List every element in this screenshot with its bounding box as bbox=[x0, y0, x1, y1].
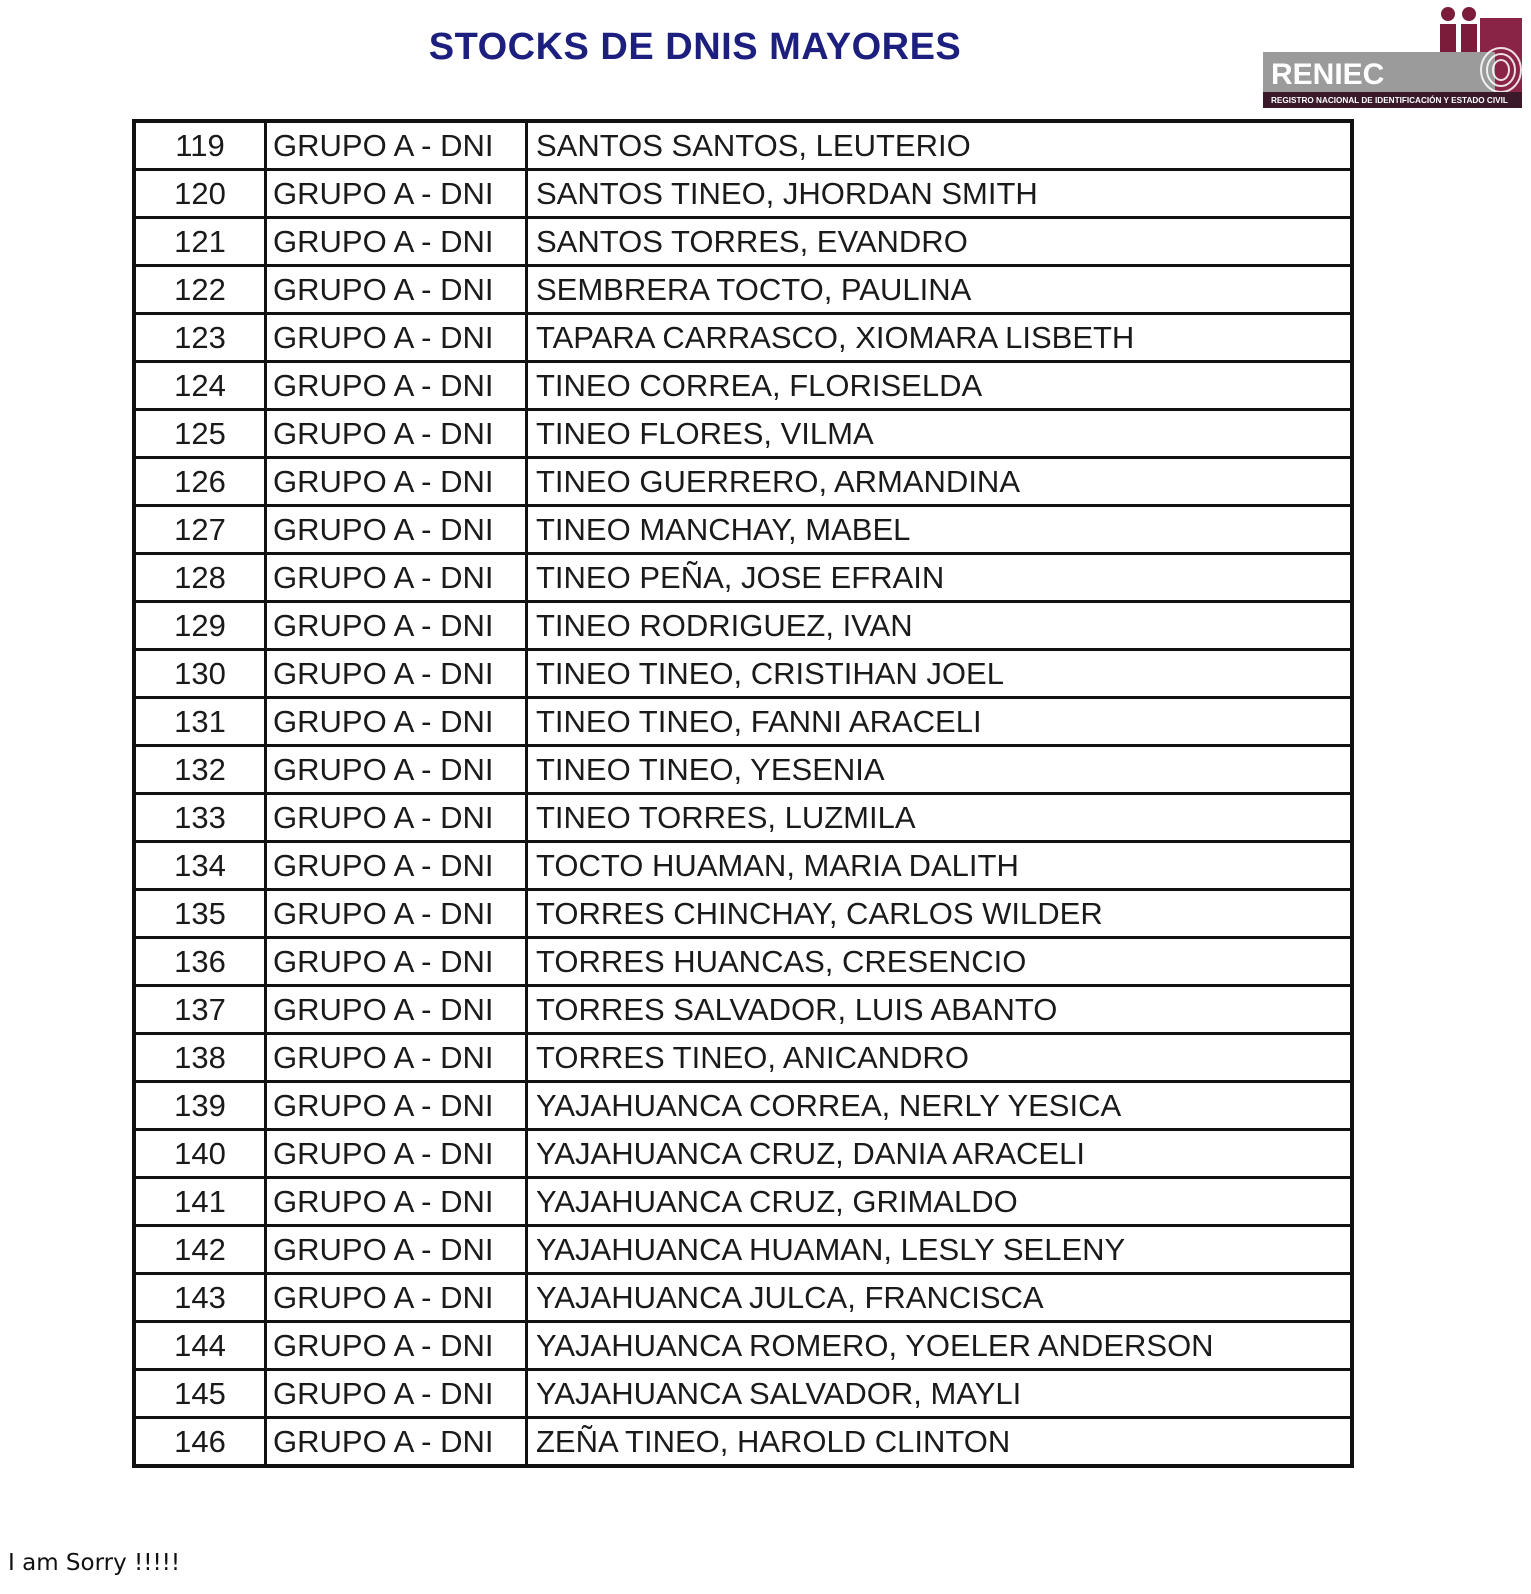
row-group: GRUPO A - DNI bbox=[266, 121, 527, 170]
row-group: GRUPO A - DNI bbox=[266, 218, 527, 266]
row-group: GRUPO A - DNI bbox=[266, 698, 527, 746]
row-group: GRUPO A - DNI bbox=[266, 938, 527, 986]
row-number: 140 bbox=[134, 1130, 266, 1178]
row-name: SANTOS SANTOS, LEUTERIO bbox=[527, 121, 1353, 170]
row-name: YAJAHUANCA SALVADOR, MAYLI bbox=[527, 1370, 1353, 1418]
table-row bbox=[134, 698, 1352, 746]
row-number: 119 bbox=[134, 121, 266, 170]
table-row bbox=[134, 121, 1352, 170]
row-number: 141 bbox=[134, 1178, 266, 1226]
table-row bbox=[134, 986, 1352, 1034]
row-name: TINEO TINEO, CRISTIHAN JOEL bbox=[527, 650, 1353, 698]
row-name: SEMBRERA TOCTO, PAULINA bbox=[527, 266, 1353, 314]
row-number: 137 bbox=[134, 986, 266, 1034]
row-name: TOCTO HUAMAN, MARIA DALITH bbox=[527, 842, 1353, 890]
table-row bbox=[134, 1370, 1352, 1418]
table-row bbox=[134, 746, 1352, 794]
row-name: YAJAHUANCA ROMERO, YOELER ANDERSON bbox=[527, 1322, 1353, 1370]
row-number: 124 bbox=[134, 362, 266, 410]
row-number: 131 bbox=[134, 698, 266, 746]
row-name: TINEO TINEO, FANNI ARACELI bbox=[527, 698, 1353, 746]
row-number: 135 bbox=[134, 890, 266, 938]
row-number: 126 bbox=[134, 458, 266, 506]
row-number: 121 bbox=[134, 218, 266, 266]
row-group: GRUPO A - DNI bbox=[266, 1418, 527, 1467]
table-row bbox=[134, 1274, 1352, 1322]
row-group: GRUPO A - DNI bbox=[266, 890, 527, 938]
table-row bbox=[134, 170, 1352, 218]
table-row bbox=[134, 794, 1352, 842]
row-number: 122 bbox=[134, 266, 266, 314]
table-row bbox=[134, 938, 1352, 986]
table-row bbox=[134, 410, 1352, 458]
row-number: 127 bbox=[134, 506, 266, 554]
row-number: 134 bbox=[134, 842, 266, 890]
row-name: TORRES TINEO, ANICANDRO bbox=[527, 1034, 1353, 1082]
row-name: TINEO CORREA, FLORISELDA bbox=[527, 362, 1353, 410]
page-title: STOCKS DE DNIS MAYORES bbox=[428, 26, 962, 68]
row-group: GRUPO A - DNI bbox=[266, 794, 527, 842]
table-row bbox=[134, 506, 1352, 554]
row-group: GRUPO A - DNI bbox=[266, 1034, 527, 1082]
row-number: 133 bbox=[134, 794, 266, 842]
table-row bbox=[134, 1082, 1352, 1130]
row-group: GRUPO A - DNI bbox=[266, 458, 527, 506]
table-row bbox=[134, 314, 1352, 362]
row-group: GRUPO A - DNI bbox=[266, 842, 527, 890]
row-number: 139 bbox=[134, 1082, 266, 1130]
table-row bbox=[134, 458, 1352, 506]
row-number: 142 bbox=[134, 1226, 266, 1274]
row-group: GRUPO A - DNI bbox=[266, 506, 527, 554]
row-name: YAJAHUANCA CRUZ, GRIMALDO bbox=[527, 1178, 1353, 1226]
row-name: TAPARA CARRASCO, XIOMARA LISBETH bbox=[527, 314, 1353, 362]
table-row bbox=[134, 1418, 1352, 1467]
row-number: 120 bbox=[134, 170, 266, 218]
row-group: GRUPO A - DNI bbox=[266, 314, 527, 362]
stock-table bbox=[132, 119, 1354, 1468]
row-number: 144 bbox=[134, 1322, 266, 1370]
table-row bbox=[134, 1130, 1352, 1178]
row-name: TINEO TINEO, YESENIA bbox=[527, 746, 1353, 794]
row-group: GRUPO A - DNI bbox=[266, 1370, 527, 1418]
row-number: 130 bbox=[134, 650, 266, 698]
row-group: GRUPO A - DNI bbox=[266, 1178, 527, 1226]
row-group: GRUPO A - DNI bbox=[266, 410, 527, 458]
row-group: GRUPO A - DNI bbox=[266, 986, 527, 1034]
logo-subtitle: REGISTRO NACIONAL DE IDENTIFICACIÓN Y ESTADO CIVIL bbox=[1271, 96, 1508, 105]
row-name: TINEO RODRIGUEZ, IVAN bbox=[527, 602, 1353, 650]
row-group: GRUPO A - DNI bbox=[266, 554, 527, 602]
row-name: YAJAHUANCA CORREA, NERLY YESICA bbox=[527, 1082, 1353, 1130]
table-row bbox=[134, 1178, 1352, 1226]
table-row bbox=[134, 1034, 1352, 1082]
footer-note: I am Sorry !!!!! bbox=[8, 1550, 181, 1576]
stock-table-body bbox=[134, 121, 1352, 1466]
row-name: ZEÑA TINEO, HAROLD CLINTON bbox=[527, 1418, 1353, 1467]
row-group: GRUPO A - DNI bbox=[266, 1274, 527, 1322]
table-row bbox=[134, 890, 1352, 938]
table-row bbox=[134, 602, 1352, 650]
table-row bbox=[134, 362, 1352, 410]
row-name: TINEO PEÑA, JOSE EFRAIN bbox=[527, 554, 1353, 602]
table-row bbox=[134, 842, 1352, 890]
row-number: 136 bbox=[134, 938, 266, 986]
row-number: 143 bbox=[134, 1274, 266, 1322]
row-name: YAJAHUANCA CRUZ, DANIA ARACELI bbox=[527, 1130, 1353, 1178]
reniec-logo bbox=[1263, 4, 1525, 108]
row-name: TINEO MANCHAY, MABEL bbox=[527, 506, 1353, 554]
row-group: GRUPO A - DNI bbox=[266, 266, 527, 314]
row-group: GRUPO A - DNI bbox=[266, 746, 527, 794]
table-row bbox=[134, 218, 1352, 266]
row-name: SANTOS TINEO, JHORDAN SMITH bbox=[527, 170, 1353, 218]
row-name: YAJAHUANCA JULCA, FRANCISCA bbox=[527, 1274, 1353, 1322]
row-group: GRUPO A - DNI bbox=[266, 170, 527, 218]
row-group: GRUPO A - DNI bbox=[266, 362, 527, 410]
table-row bbox=[134, 266, 1352, 314]
row-number: 125 bbox=[134, 410, 266, 458]
row-number: 145 bbox=[134, 1370, 266, 1418]
row-number: 123 bbox=[134, 314, 266, 362]
row-group: GRUPO A - DNI bbox=[266, 650, 527, 698]
table-row bbox=[134, 554, 1352, 602]
row-group: GRUPO A - DNI bbox=[266, 1130, 527, 1178]
row-name: SANTOS TORRES, EVANDRO bbox=[527, 218, 1353, 266]
table-row bbox=[134, 1226, 1352, 1274]
row-name: TINEO GUERRERO, ARMANDINA bbox=[527, 458, 1353, 506]
reniec-logo-graphic bbox=[1263, 4, 1525, 108]
row-number: 138 bbox=[134, 1034, 266, 1082]
row-number: 146 bbox=[134, 1418, 266, 1467]
table-row bbox=[134, 1322, 1352, 1370]
logo-wordmark: RENIEC bbox=[1271, 58, 1385, 91]
row-group: GRUPO A - DNI bbox=[266, 1082, 527, 1130]
row-name: TORRES HUANCAS, CRESENCIO bbox=[527, 938, 1353, 986]
row-group: GRUPO A - DNI bbox=[266, 1322, 527, 1370]
row-group: GRUPO A - DNI bbox=[266, 602, 527, 650]
row-name: YAJAHUANCA HUAMAN, LESLY SELENY bbox=[527, 1226, 1353, 1274]
row-name: TINEO TORRES, LUZMILA bbox=[527, 794, 1353, 842]
row-group: GRUPO A - DNI bbox=[266, 1226, 527, 1274]
row-name: TORRES SALVADOR, LUIS ABANTO bbox=[527, 986, 1353, 1034]
row-name: TORRES CHINCHAY, CARLOS WILDER bbox=[527, 890, 1353, 938]
row-number: 128 bbox=[134, 554, 266, 602]
row-number: 132 bbox=[134, 746, 266, 794]
table-row bbox=[134, 650, 1352, 698]
row-number: 129 bbox=[134, 602, 266, 650]
row-name: TINEO FLORES, VILMA bbox=[527, 410, 1353, 458]
